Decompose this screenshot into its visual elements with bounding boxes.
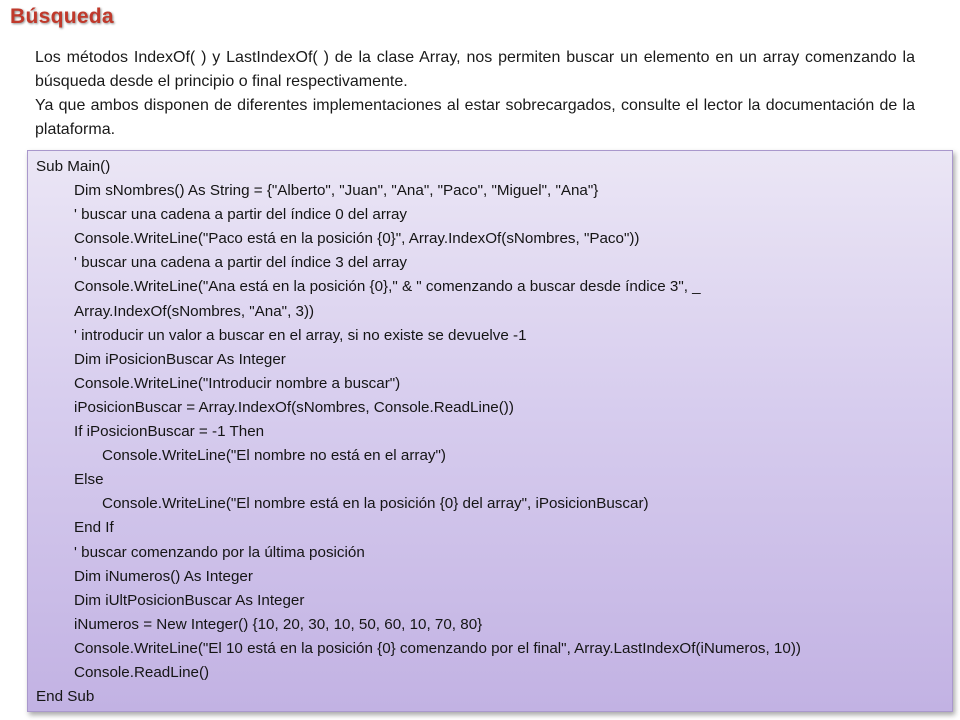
page-title: Búsqueda <box>10 5 114 28</box>
code-line: Console.WriteLine("Introducir nombre a buscar") <box>74 374 401 392</box>
code-line: Dim iPosicionBuscar As Integer <box>74 350 286 368</box>
code-line: Console.WriteLine("El nombre está en la posición {0} del array", iPosicionBuscar) <box>102 495 649 513</box>
code-line: Console.ReadLine() <box>74 663 210 681</box>
code-line: Dim iUltPosicionBuscar As Integer <box>74 591 305 609</box>
code-line: ' buscar una cadena a partir del índice 0 del array <box>74 206 408 224</box>
code-line: Array.IndexOf(sNombres, "Ana", 3)) <box>74 302 315 320</box>
intro-paragraph-2: Ya que ambos disponen de diferentes implementaciones al estar sobrecargados, consulte el lector la documentación de la plataforma. <box>35 97 915 138</box>
code-line: iPosicionBuscar = Array.IndexOf(sNombres, Console.ReadLine()) <box>74 398 514 416</box>
code-line: iNumeros = New Integer() {10, 20, 30, 10, 50, 60, 10, 70, 80} <box>74 615 483 633</box>
code-line: Sub Main() <box>36 158 111 175</box>
code-line: If iPosicionBuscar = -1 Then <box>74 423 265 441</box>
code-line: Console.WriteLine("El nombre no está en el array") <box>102 447 446 465</box>
code-line: End If <box>74 519 114 537</box>
code-line: ' buscar una cadena a partir del índice 3 del array <box>74 254 408 272</box>
code-line: End Sub <box>36 688 95 706</box>
code-line: Dim iNumeros() As Integer <box>74 567 253 585</box>
code-line: Console.WriteLine("Paco está en la posición {0}", Array.IndexOf(sNombres, "Paco")) <box>74 230 640 248</box>
code-line: ' introducir un valor a buscar en el array, si no existe se devuelve -1 <box>74 326 527 344</box>
code-block <box>27 150 953 712</box>
intro-text <box>35 46 915 142</box>
code-line: Console.WriteLine("El 10 está en la posición {0} comenzando por el final", Array.LastIndexOf(iNumeros, 10)) <box>74 639 801 657</box>
intro-paragraph-1: Los métodos IndexOf( ) y LastIndexOf( ) de la clase Array, nos permiten buscar un elemento en un array comenzando la búsqueda desde el principio o final respectivamente. <box>35 49 915 90</box>
code-line: Else <box>74 471 104 489</box>
code-line: Console.WriteLine("Ana está en la posición {0}," & " comenzando a buscar desde índice 3", _ <box>74 278 701 296</box>
code-line: ' buscar comenzando por la última posición <box>74 543 365 561</box>
code-line: Dim sNombres() As String = {"Alberto", "Juan", "Ana", "Paco", "Miguel", "Ana"} <box>74 182 599 200</box>
